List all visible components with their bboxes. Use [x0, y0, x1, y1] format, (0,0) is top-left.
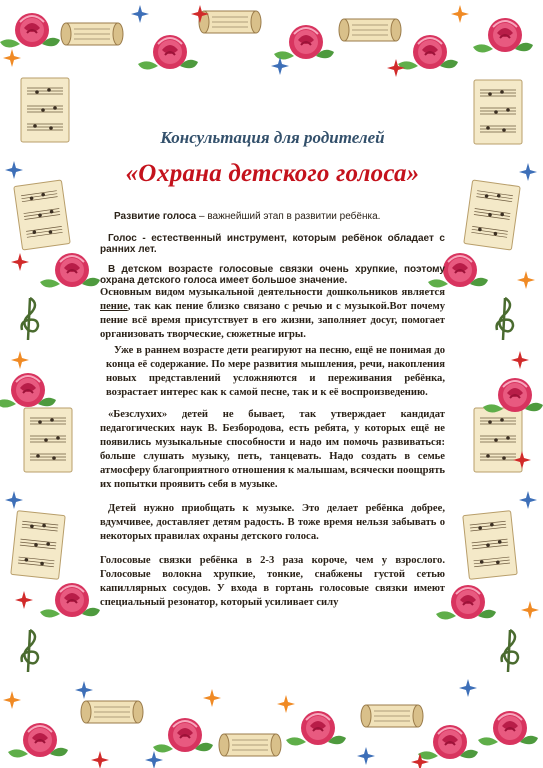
singing-text-a: Основным видом музыкальной деятельности дошкольников является	[100, 287, 445, 298]
page-subtitle: Консультация для родителей	[160, 128, 385, 147]
paragraph-voice: Голос - естественный инструмент, которым ребёнок обладает с ранних лет.	[100, 233, 445, 255]
singing-underlined: пение	[100, 301, 128, 312]
page-title: «Охрана детского голоса»	[125, 160, 420, 187]
paragraph-vocal-cords: Голосовые связки ребёнка в 2-3 раза короче, чем у взрослого. Голосовые волокна хрупкие, тонкие, снабжены густой сетью капиллярных сосудов. У входа в гортань голосовые связки имеют специальный резонатор, который усиливает силу	[100, 555, 445, 608]
intro-paragraph	[100, 210, 445, 224]
paragraph-singing	[100, 286, 445, 342]
paragraph-no-deaf: «Безслухих» детей не бывает, так утверждает кандидат педагогических наук В. Безбородова, есть ребята, у которых ещё не появились музыкальные способности и надо им помочь развиваться: больше слушать музыку, петь, танцевать. Надо создать в семье атмосферу благоприятного отношения к малышам, всячески поощрять их попытки проявить себя в музыке.	[100, 409, 445, 490]
paragraph-introduce-music: Детей нужно приобщать к музыке. Это делает ребёнка добрее, вдумчивее, доставляет детям радость. В тоже время нельзя забывать о некоторых правилах охраны детского голоса.	[100, 503, 445, 542]
intro-bold: Развитие голоса	[114, 211, 197, 222]
article	[100, 120, 445, 610]
paragraph-early-age: Уже в раннем возрасте дети реагируют на песню, ещё не понимая до конца её содержание. По мере развития мышления, речи, накопления новых представлений усложняются и переживания ребёнка, возрастает интерес как к самой песне, так и к её воспроизведению.	[106, 345, 445, 398]
paragraph-fragile: В детском возрасте голосовые связки очень хрупкие, поэтому охрана детского голоса имеет большое значение.	[100, 264, 445, 286]
intro-rest: – важнейший этап в развитии ребёнка.	[196, 211, 381, 222]
singing-text-b: , так как пение близко связано с речью и с музыкой.Вот почему пение всё время присутствует в его жизни, заполняет досуг, помогает организовать творческие, сюжетные игры.	[100, 301, 445, 340]
